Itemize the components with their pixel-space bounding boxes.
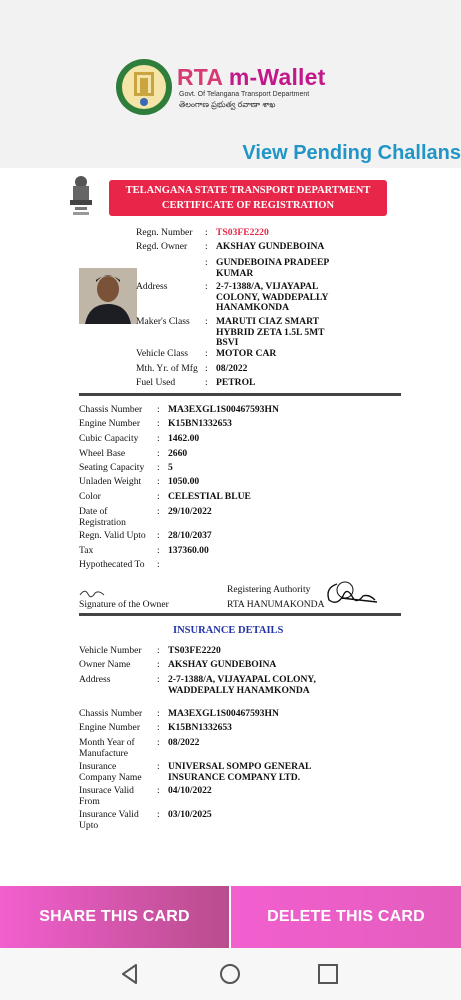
detail-colon: : [157,761,160,772]
detail-colon: : [157,462,160,473]
field-label: Maker's Class [136,316,190,327]
detail-label: Insurance Valid Upto [79,809,139,831]
detail-value: UNIVERSAL SOMPO GENERAL INSURANCE COMPANY LTD. [168,761,311,783]
detail-value: 1050.00 [168,476,200,487]
detail-colon: : [157,491,160,502]
detail-label: Regn. Valid Upto [79,530,146,541]
detail-label: Seating Capacity [79,462,145,473]
field-colon: : [205,227,208,238]
detail-label: Unladen Weight [79,476,142,487]
regn-number-value: TS03FE2220 [216,227,269,238]
detail-colon: : [157,674,160,685]
detail-label: Month Year of Manufacture [79,737,135,759]
detail-colon: : [157,476,160,487]
logo-title [177,64,326,91]
logo-subtitle: Govt. Of Telangana Transport Department [179,91,310,98]
owner-photo [79,268,137,324]
owner-signature-icon [79,587,105,599]
fuel-value: PETROL [216,377,256,388]
field-label: Vehicle Class [136,348,188,359]
detail-colon: : [157,433,160,444]
detail-value: K15BN1332653 [168,418,232,429]
detail-value: 08/2022 [168,737,200,748]
field-colon: : [205,363,208,374]
detail-label: Insurance Company Name [79,761,142,783]
detail-value: MA3EXGL1S00467593HN [168,404,279,415]
detail-value: 2-7-1388/A, VIJAYAPAL COLONY, WADDEPALLY HANAMKONDA [168,674,316,696]
recents-icon[interactable] [316,962,340,986]
field-colon: : [205,281,208,292]
vehicle-class-value: MOTOR CAR [216,348,277,359]
detail-label: Tax [79,545,94,556]
field-label: Fuel Used [136,377,176,388]
detail-colon: : [157,645,160,656]
detail-value: AKSHAY GUNDEBOINA [168,659,277,670]
field-colon: : [205,316,208,327]
detail-value: 1462.00 [168,433,200,444]
detail-colon: : [157,737,160,748]
makers-class-value: MARUTI CIAZ SMART HYBRID ZETA 1.5L 5MT BSVI [216,316,325,348]
field-colon: : [205,377,208,388]
detail-value: 2660 [168,448,188,459]
authority-name: RTA HANUMAKONDA [227,599,325,610]
field-label: Address [136,281,168,292]
insurance-details-title: INSURANCE DETAILS [173,625,284,636]
detail-label: Chassis Number [79,404,143,415]
detail-value: 03/10/2025 [168,809,212,820]
detail-value: 29/10/2022 [168,506,212,517]
telangana-emblem-icon [115,58,173,116]
logo-title-mwallet: m-Wallet [228,64,326,90]
detail-label: Cubic Capacity [79,433,139,444]
field-colon: : [205,348,208,359]
logo-telugu-subtitle: తెలంగాణ ప్రభుత్వ రవాణా శాఖ [179,100,276,109]
detail-label: Address [79,674,111,685]
certificate-title: CERTIFICATE OF REGISTRATION [161,200,335,211]
field-label: Mth. Yr. of Mfg [136,363,198,374]
detail-label: Insurace Valid From [79,785,134,807]
detail-colon: : [157,722,160,733]
field-label: Regd. Owner [136,241,188,252]
logo-title-rta: RTA [177,64,223,90]
back-icon[interactable] [118,962,142,986]
app-header [0,0,461,168]
detail-value: K15BN1332653 [168,722,232,733]
registration-certificate [73,172,405,857]
app-logo [115,58,355,122]
guardian-value: GUNDEBOINA PRADEEP KUMAR [216,257,329,279]
detail-colon: : [157,448,160,459]
detail-colon: : [157,559,160,570]
field-label: Regn. Number [136,227,193,238]
detail-label: Vehicle Number [79,645,142,656]
detail-label: Chassis Number [79,708,143,719]
detail-colon: : [157,785,160,796]
delete-card-button[interactable]: DELETE THIS CARD [231,886,461,948]
regd-owner-value: AKSHAY GUNDEBOINA [216,241,325,252]
detail-value: 28/10/2037 [168,530,212,541]
section-divider [79,393,401,396]
owner-avatar-icon [79,268,137,324]
detail-value: 04/10/2022 [168,785,212,796]
detail-colon: : [157,809,160,820]
detail-colon: : [157,506,160,517]
detail-value: MA3EXGL1S00467593HN [168,708,279,719]
detail-label: Color [79,491,101,502]
system-navigation-bar [0,948,461,1000]
detail-colon: : [157,659,160,670]
field-colon: : [205,241,208,252]
detail-label: Engine Number [79,722,141,733]
detail-label: Date of Registration [79,506,126,528]
mfg-value: 08/2022 [216,363,248,374]
ashoka-emblem-icon [67,174,95,218]
detail-colon: : [157,418,160,429]
detail-value: TS03FE2220 [168,645,221,656]
detail-colon: : [157,530,160,541]
department-banner [109,180,387,216]
detail-colon: : [157,708,160,719]
view-pending-challans-link[interactable]: View Pending Challans [242,142,461,164]
address-value: 2-7-1388/A, VIJAYAPAL COLONY, WADDEPALLY HANAMKONDA [216,281,329,313]
detail-label: Wheel Base [79,448,126,459]
authority-label: Registering Authority [227,584,311,595]
field-colon: : [205,257,208,268]
detail-value: 5 [168,462,173,473]
status-bar [0,0,461,36]
section-divider [79,613,401,616]
share-card-button[interactable]: SHARE THIS CARD [0,886,229,948]
detail-label: Owner Name [79,659,131,670]
owner-signature-label: Signature of the Owner [79,599,169,610]
detail-value: 137360.00 [168,545,209,556]
authority-signature-icon [323,576,378,610]
department-name: TELANGANA STATE TRANSPORT DEPARTMENT [125,185,371,196]
detail-colon: : [157,404,160,415]
home-icon[interactable] [218,962,242,986]
detail-label: Engine Number [79,418,141,429]
detail-value: CELESTIAL BLUE [168,491,251,502]
detail-colon: : [157,545,160,556]
detail-label: Hypothecated To [79,559,145,570]
